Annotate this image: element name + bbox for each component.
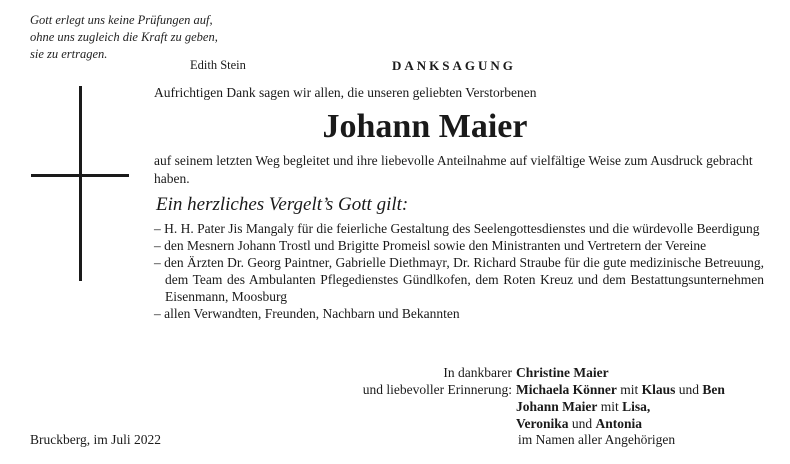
intro-text: Aufrichtigen Dank sagen wir allen, die unseren geliebten Verstorbenen (154, 85, 537, 100)
thanks-list (154, 220, 764, 322)
quote-author: Edith Stein (190, 58, 246, 72)
signature-name: Klaus (641, 382, 676, 397)
quote-line: ohne uns zugleich die Kraft zu geben, (30, 30, 218, 44)
signature-intro-line: und liebevoller Erinnerung: (362, 382, 512, 397)
signature-connector: mit (620, 382, 639, 397)
list-item: – den Mesnern Johann Trostl und Brigitte Promeisl sowie den Ministranten und Vertretern der Vereine (154, 238, 707, 253)
list-item: – den Ärzten Dr. Georg Paintner, Gabrielle Diethmayr, Dr. Richard Straube für die gute medizinische Betreuung, dem Team des Ambulanten Pflegedienstes Gündlkofen, dem Roten Kreuz und dem Bestattungsunternehmen Eisenmann, Moosburg (154, 255, 764, 304)
place-date: Bruckberg, im Juli 2022 (30, 432, 161, 447)
signature-names (516, 364, 725, 432)
signature-connector: und (571, 416, 593, 431)
list-item: – allen Verwandten, Freunden, Nachbarn und Bekannten (154, 306, 460, 321)
quote-line: sie zu ertragen. (30, 47, 108, 61)
quote-line: Gott erlegt uns keine Prüfungen auf, (30, 13, 213, 27)
signature-closing: im Namen aller Angehörigen (518, 432, 676, 447)
signature-connector: mit (600, 399, 619, 414)
paragraph-text: auf seinem letzten Weg begleitet und ihre liebevolle Anteilnahme auf vielfältige Weise zum Ausdruck gebracht haben. (154, 153, 753, 186)
signature-name: Christine Maier (516, 365, 609, 380)
signature-connector: und (678, 382, 700, 397)
thanks-heading: Ein herzliches Vergelt’s Gott gilt: (156, 194, 409, 215)
signature-name: Johann Maier (516, 399, 598, 414)
signature-name: Antonia (595, 416, 643, 431)
signature-intro (290, 364, 512, 398)
signature-name: Ben (702, 382, 725, 397)
signature-intro-line: In dankbarer (443, 365, 512, 380)
quote (30, 12, 218, 63)
signature-name: Lisa, (622, 399, 651, 414)
signature-line (516, 398, 725, 415)
signature-line (516, 364, 725, 381)
signature-line (516, 415, 725, 432)
cross-icon-bar (31, 174, 129, 177)
page-heading: DANKSAGUNG (392, 58, 516, 73)
deceased-name: Johann Maier (322, 108, 528, 145)
signature-name: Michaela Könner (516, 382, 617, 397)
signature-name: Veronika (516, 416, 569, 431)
signature-line (516, 381, 725, 398)
list-item: – H. H. Pater Jis Mangaly für die feierliche Gestaltung des Seelengottesdienstes und die würdevolle Beerdigung (154, 221, 760, 236)
